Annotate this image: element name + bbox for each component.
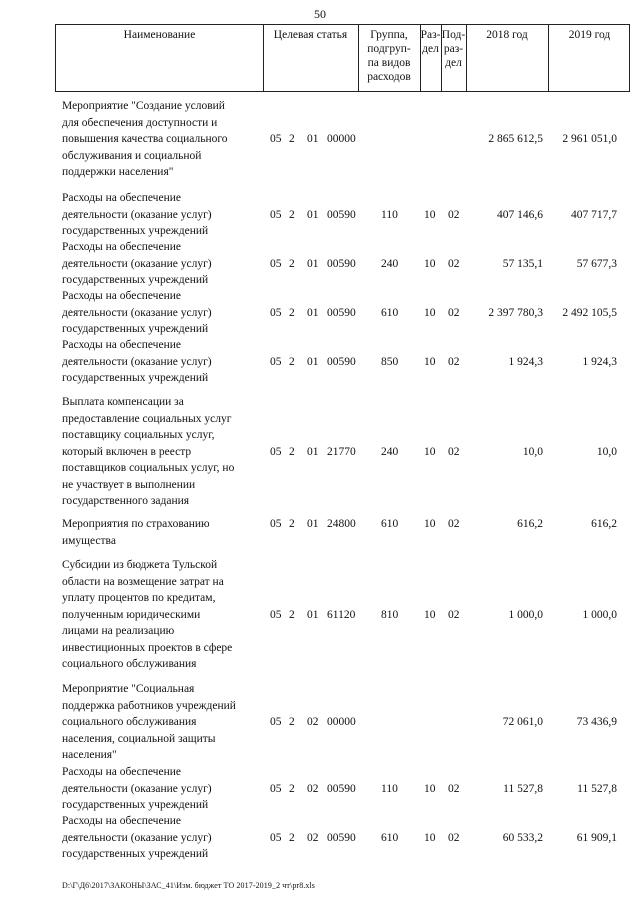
subsection-value: 02 — [448, 782, 460, 795]
section-value: 10 — [424, 306, 436, 319]
table-row — [0, 681, 640, 764]
code-part-measure: 02 — [307, 831, 319, 844]
amount-2018: 1 000,0 — [508, 608, 543, 621]
amount-2018: 11 527,8 — [503, 782, 543, 795]
header-year-2018: 2018 год — [486, 29, 528, 41]
subsection-value: 02 — [448, 208, 460, 221]
page-number: 50 — [314, 7, 326, 21]
expense-group-value: 110 — [381, 208, 398, 221]
row-name-line: уплату процентов по кредитам, — [62, 592, 216, 604]
row-name-line: Расходы на обеспечение — [62, 290, 181, 302]
amount-2019: 11 527,8 — [577, 782, 617, 795]
code-part-program: 05 — [270, 355, 282, 368]
expense-group-value: 610 — [381, 831, 399, 844]
expense-group-value: 240 — [381, 445, 399, 458]
row-name-line: имущества — [62, 534, 116, 547]
row-name-line: который включен в реестр — [62, 445, 192, 458]
row-name-line: не участвует в выполнении — [62, 478, 196, 491]
row-name-line: Субсидии из бюджета Тульской — [62, 559, 218, 571]
row-name-line: полученным юридическими — [62, 608, 201, 621]
row-name-line: предоставление социальных услуг — [62, 412, 232, 425]
code-part-subprogram: 2 — [289, 608, 295, 621]
amount-2018: 2 397 780,3 — [488, 306, 543, 319]
amount-2018: 407 146,6 — [497, 208, 543, 221]
row-name-line: Расходы на обеспечение — [62, 192, 181, 204]
code-part-subprogram: 2 — [289, 133, 295, 145]
code-part-subprogram: 2 — [289, 782, 295, 795]
table-row — [0, 516, 640, 549]
header-section-line: Раз- — [420, 29, 441, 41]
code-part-direction: 00590 — [327, 306, 356, 319]
amount-2018: 10,0 — [522, 445, 543, 458]
row-name-line: деятельности (оказание услуг) — [62, 355, 212, 368]
row-name-line: государственных учреждений — [62, 799, 209, 811]
header-subsection-line: Под- — [441, 29, 466, 41]
amount-2019: 407 717,7 — [571, 208, 617, 221]
code-part-subprogram: 2 — [289, 831, 295, 844]
section-value: 10 — [424, 518, 436, 530]
code-part-subprogram: 2 — [289, 355, 295, 368]
code-part-measure: 02 — [307, 716, 319, 728]
amount-2018: 57 135,1 — [502, 257, 543, 270]
header-section — [420, 28, 441, 56]
row-name-line: деятельности (оказание услуг) — [62, 257, 212, 270]
row-name-line: Выплата компенсации за — [62, 396, 184, 408]
code-part-measure: 02 — [307, 782, 319, 795]
row-name-line: поставщику социальных услуг, — [62, 429, 215, 441]
table-row — [0, 557, 640, 673]
code-part-subprogram: 2 — [289, 306, 295, 319]
row-name — [62, 764, 272, 814]
header-subsection-line: раз- — [443, 43, 464, 55]
code-part-direction: 00590 — [327, 208, 356, 221]
row-name-line: государственного задания — [62, 495, 190, 507]
header-expense-group-line: подгруп- — [367, 43, 411, 55]
row-name-line: поддержки населения" — [62, 166, 174, 178]
row-name-line: повышения качества социального — [62, 133, 228, 145]
row-name-line: государственных учреждений — [62, 274, 209, 286]
table-row — [0, 764, 640, 814]
expense-group-value: 610 — [381, 306, 399, 319]
code-part-program: 05 — [270, 257, 282, 270]
row-name-line: Расходы на обеспечение — [62, 766, 181, 778]
code-part-program: 05 — [270, 831, 282, 844]
row-name-line: Мероприятие "Создание условий — [62, 100, 225, 112]
row-name-line: социального обслуживания — [62, 716, 197, 728]
expense-group-value: 110 — [381, 782, 398, 795]
row-name-line: инвестиционных проектов в сфере — [62, 641, 233, 654]
row-name-line: поддержка работников учреждений — [62, 699, 236, 712]
file-path-footer: D:\Г\Д6\2017\ЗАКОНЫ\ЗАС_41\Изм. бюджет ТО 2017-2019_2 чт\pr8.xls — [62, 881, 316, 890]
row-name-line: населения" — [62, 749, 117, 761]
code-part-subprogram: 2 — [289, 716, 295, 728]
amount-2018: 72 061,0 — [502, 716, 543, 728]
code-part-direction: 61120 — [327, 608, 356, 621]
code-part-measure: 01 — [307, 306, 319, 319]
amount-2018: 616,2 — [517, 518, 543, 530]
header-target-article: Целевая статья — [273, 29, 348, 41]
code-part-measure: 01 — [307, 608, 319, 621]
row-name — [62, 681, 272, 764]
code-part-program: 05 — [270, 306, 282, 319]
code-part-program: 05 — [270, 445, 282, 458]
code-part-subprogram: 2 — [289, 257, 295, 270]
row-name-line: лицами на реализацию — [62, 625, 175, 637]
amount-2019: 61 909,1 — [576, 831, 617, 844]
expense-group-value: 240 — [381, 257, 399, 270]
code-part-program: 05 — [270, 608, 282, 621]
header-expense-group-line: расходов — [367, 71, 411, 83]
table-row — [0, 337, 640, 387]
amount-2019: 2 492 105,5 — [562, 306, 617, 319]
section-value: 10 — [424, 831, 436, 844]
row-name-line: Расходы на обеспечение — [62, 815, 181, 827]
row-name — [62, 394, 272, 510]
row-name-line: для обеспечения доступности и — [62, 116, 218, 129]
code-part-program: 05 — [270, 518, 282, 530]
amount-2019: 2 961 051,0 — [562, 133, 617, 145]
row-name-line: деятельности (оказание услуг) — [62, 306, 212, 319]
code-part-direction: 21770 — [327, 445, 356, 458]
section-value: 10 — [424, 608, 436, 621]
row-name-line: деятельности (оказание услуг) — [62, 782, 212, 795]
row-name — [62, 239, 272, 289]
header-section-line: дел — [422, 43, 439, 55]
row-name — [62, 813, 272, 863]
subsection-value: 02 — [448, 518, 460, 530]
code-part-direction: 24800 — [327, 518, 356, 530]
code-part-measure: 01 — [307, 355, 319, 368]
code-part-program: 05 — [270, 133, 282, 145]
row-name-line: населения, социальной защиты — [62, 732, 216, 745]
table-row — [0, 288, 640, 338]
header-subsection — [441, 28, 466, 70]
row-name-line: государственных учреждений — [62, 372, 209, 384]
code-part-direction: 00000 — [327, 716, 356, 728]
header-expense-group — [358, 28, 420, 84]
expense-group-value: 810 — [381, 608, 399, 621]
code-part-direction: 00590 — [327, 355, 356, 368]
header-name: Наименование — [123, 29, 196, 41]
expense-group-value: 850 — [381, 355, 399, 368]
code-part-program: 05 — [270, 782, 282, 795]
amount-2019: 1 000,0 — [582, 608, 617, 621]
amount-2019: 57 677,3 — [576, 257, 617, 270]
code-part-direction: 00590 — [327, 257, 356, 270]
row-name — [62, 288, 272, 338]
table-row — [0, 239, 640, 289]
code-part-direction: 00590 — [327, 831, 356, 844]
subsection-value: 02 — [448, 445, 460, 458]
section-value: 10 — [424, 208, 436, 221]
code-part-subprogram: 2 — [289, 445, 295, 458]
row-name — [62, 557, 272, 673]
code-part-program: 05 — [270, 208, 282, 221]
row-name-line: деятельности (оказание услуг) — [62, 208, 212, 221]
subsection-value: 02 — [448, 831, 460, 844]
row-name-line: государственных учреждений — [62, 225, 209, 237]
table-row — [0, 190, 640, 240]
section-value: 10 — [424, 782, 436, 795]
row-name-line: Расходы на обеспечение — [62, 241, 181, 253]
subsection-value: 02 — [448, 608, 460, 621]
row-name-line: обслуживания и социальной — [62, 149, 202, 162]
header-subsection-line: дел — [445, 57, 462, 69]
section-value: 10 — [424, 445, 436, 458]
row-name-line: Расходы на обеспечение — [62, 339, 181, 351]
table-row — [0, 394, 640, 510]
table-row — [0, 98, 640, 181]
code-part-measure: 01 — [307, 445, 319, 458]
row-name-line: области на возмещение затрат на — [62, 575, 224, 588]
code-part-direction: 00000 — [327, 133, 356, 145]
header-year-2019: 2019 год — [568, 29, 611, 41]
code-part-measure: 01 — [307, 257, 319, 270]
table-header — [55, 24, 630, 92]
code-part-measure: 01 — [307, 208, 319, 221]
amount-2018: 2 865 612,5 — [488, 133, 543, 145]
amount-2019: 73 436,9 — [576, 716, 617, 728]
code-part-measure: 01 — [307, 518, 319, 530]
amount-2018: 60 533,2 — [502, 831, 543, 844]
subsection-value: 02 — [448, 306, 460, 319]
amount-2019: 10,0 — [596, 445, 617, 458]
row-name-line: поставщиков социальных услуг, но — [62, 462, 235, 474]
header-expense-group-line: Группа, — [370, 29, 408, 41]
section-value: 10 — [424, 355, 436, 368]
row-name — [62, 190, 272, 240]
row-name-line: государственных учреждений — [62, 848, 209, 860]
row-name-line: социального обслуживания — [62, 658, 197, 670]
amount-2018: 1 924,3 — [508, 355, 543, 368]
code-part-subprogram: 2 — [289, 208, 295, 221]
row-name-line: Мероприятие "Социальная — [62, 683, 195, 695]
expense-group-value: 610 — [381, 518, 399, 530]
row-name-line: государственных учреждений — [62, 323, 209, 335]
amount-2019: 616,2 — [591, 518, 617, 530]
code-part-program: 05 — [270, 716, 282, 728]
row-name-line: Мероприятия по страхованию — [62, 518, 210, 530]
row-name-line: деятельности (оказание услуг) — [62, 831, 212, 844]
code-part-measure: 01 — [307, 133, 319, 145]
row-name — [62, 337, 272, 387]
code-part-direction: 00590 — [327, 782, 356, 795]
code-part-subprogram: 2 — [289, 518, 295, 530]
row-name — [62, 98, 272, 181]
row-name — [62, 516, 272, 549]
subsection-value: 02 — [448, 257, 460, 270]
header-expense-group-line: па видов — [367, 57, 411, 69]
amount-2019: 1 924,3 — [582, 355, 617, 368]
subsection-value: 02 — [448, 355, 460, 368]
table-row — [0, 813, 640, 863]
section-value: 10 — [424, 257, 436, 270]
